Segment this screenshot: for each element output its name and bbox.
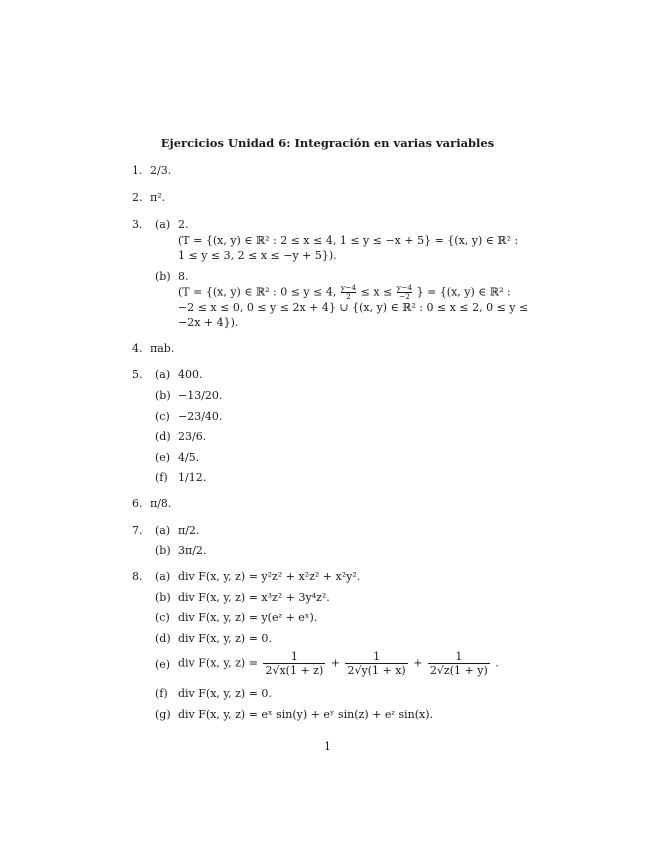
item-number: 1. <box>132 164 143 177</box>
answer-text: div F(x, y, z) = y²z² + x²z² + x²y². <box>178 570 361 583</box>
part-label: (d) <box>155 430 171 443</box>
answer-text: −13/20. <box>178 389 223 402</box>
fraction: $\frac{y-4}{2}$ <box>340 283 357 301</box>
answer-text: 2. <box>178 218 189 231</box>
answer-text: −23/40. <box>178 410 223 423</box>
part-label: (b) <box>155 591 171 604</box>
answer-text: 2/3. <box>150 164 172 177</box>
fraction: $\frac{1}{2√y(1 + x)}$ <box>347 650 406 677</box>
part-label: (e) <box>155 658 171 671</box>
answer-text: π/2. <box>178 524 200 537</box>
item-number: 5. <box>132 368 143 381</box>
answer-text: div F(x, y, z) = eˣ sin(y) + eʸ sin(z) + eᶻ sin(x). <box>178 708 434 721</box>
answer-text: div F(x, y, z) = <box>178 656 258 670</box>
part-label: (b) <box>155 544 171 557</box>
item-number: 2. <box>132 191 143 204</box>
answer-text: πab. <box>150 342 175 355</box>
answer-text: −2x + 4}). <box>178 316 239 329</box>
part-label: (f) <box>155 471 168 484</box>
answer-text: π/8. <box>150 497 172 510</box>
part-label: (c) <box>155 611 170 624</box>
page-title: Ejercicios Unidad 6: Integración en varias variables <box>160 136 495 150</box>
answer-text: 8. <box>178 270 189 283</box>
answer-text: div F(x, y, z) = 0. <box>178 632 272 645</box>
answer-text: div F(x, y, z) = y(eᶻ + eˣ). <box>178 611 318 624</box>
answer-text: 3π/2. <box>178 544 207 557</box>
part-label: (g) <box>155 708 171 721</box>
item-number: 4. <box>132 342 143 355</box>
fraction: $\frac{1}{2√x(1 + z)}$ <box>265 650 324 677</box>
page-number: 1 <box>324 740 331 753</box>
part-label: (a) <box>155 368 171 381</box>
fraction: $\frac{y-4}{-2}$ <box>396 283 413 301</box>
answer-text: π². <box>150 191 166 204</box>
item-number: 3. <box>132 218 143 231</box>
answer-line <box>178 284 511 301</box>
answer-text: 1/12. <box>178 471 207 484</box>
item-number: 8. <box>132 570 143 583</box>
fraction: $\frac{1}{2√z(1 + y)}$ <box>429 650 488 677</box>
part-label: (b) <box>155 389 171 402</box>
answer-text: −2 ≤ x ≤ 0, 0 ≤ y ≤ 2x + 4} ∪ {(x, y) ∈ ℝ² : 0 ≤ x ≤ 2, 0 ≤ y ≤ <box>178 301 529 314</box>
answer-text: 4/5. <box>178 451 200 464</box>
part-label: (a) <box>155 524 171 537</box>
answer-text: (T = {(x, y) ∈ ℝ² : 2 ≤ x ≤ 4, 1 ≤ y ≤ −x + 5} = {(x, y) ∈ ℝ² : <box>178 234 519 247</box>
plus-sign: + <box>330 656 340 670</box>
part-label: (a) <box>155 570 171 583</box>
answer-text: div F(x, y, z) = 0. <box>178 687 272 700</box>
part-label: (d) <box>155 632 171 645</box>
answer-text: 1 ≤ y ≤ 3, 2 ≤ x ≤ −y + 5}). <box>178 249 337 262</box>
item-number: 7. <box>132 524 143 537</box>
answer-text: (T = {(x, y) ∈ ℝ² : 0 ≤ y ≤ 4, <box>178 285 337 299</box>
part-label: (a) <box>155 218 171 231</box>
answer-text: div F(x, y, z) = x³z² + 3y⁴z². <box>178 591 330 604</box>
answer-text: . <box>495 656 499 670</box>
part-label: (b) <box>155 270 171 283</box>
answer-formula <box>178 650 499 677</box>
plus-sign: + <box>413 656 423 670</box>
part-label: (f) <box>155 687 168 700</box>
part-label: (c) <box>155 410 170 423</box>
answer-text: } = {(x, y) ∈ ℝ² : <box>416 285 511 299</box>
answer-text: 400. <box>178 368 203 381</box>
part-label: (e) <box>155 451 171 464</box>
answer-text: ≤ x ≤ <box>360 285 393 299</box>
item-number: 6. <box>132 497 143 510</box>
answer-text: 23/6. <box>178 430 207 443</box>
